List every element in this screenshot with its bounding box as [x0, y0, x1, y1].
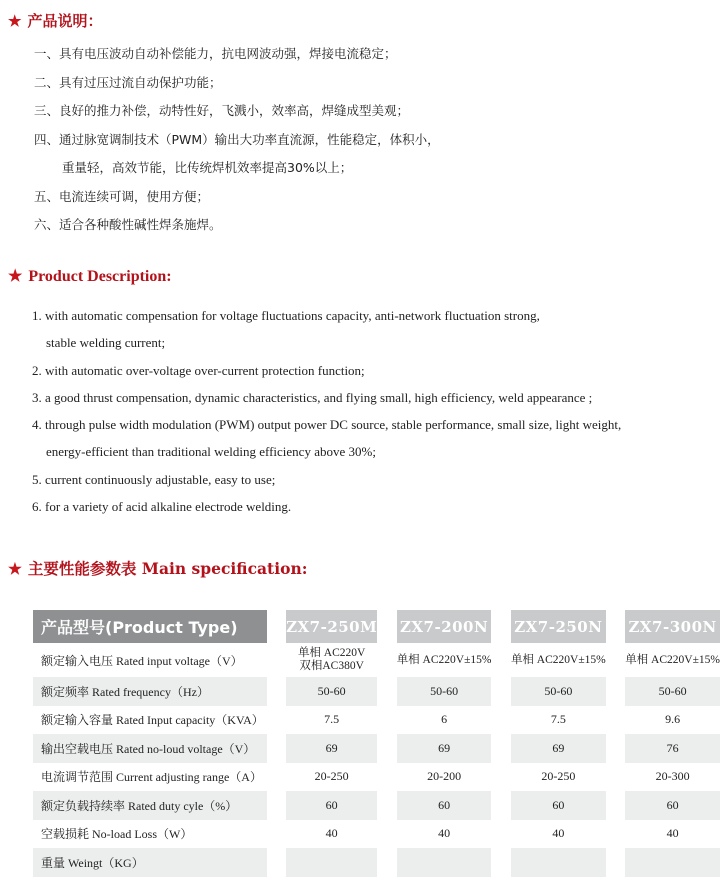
spec-cell: 40	[666, 826, 679, 841]
spec-cell: 单相 AC220V 双相AC380V	[297, 647, 366, 672]
table-row	[33, 734, 720, 763]
row-label: 电流调节范围 Current adjusting range（A）	[41, 770, 262, 785]
spec-cell: 76	[625, 734, 720, 763]
spec-cell: 60	[511, 791, 606, 820]
spec-table	[33, 610, 720, 877]
en-feature-line: 3. a good thrust compensation, dynamic characteristics, and flying small, high efficiency, weld appearance ;	[32, 389, 593, 405]
star-icon: ★	[8, 268, 23, 285]
row-label: 空载损耗 No-load Loss（W）	[41, 827, 193, 842]
spec-cell: 20-250	[314, 769, 349, 784]
spec-cell	[625, 848, 720, 877]
en-feature-line: 1. with automatic compensation for voltage fluctuations capacity, anti-network fluctuation strong,	[32, 308, 540, 323]
spec-cell: 40	[325, 826, 338, 841]
column-gap	[377, 610, 396, 643]
table-row-input-voltage	[33, 643, 720, 677]
row-label: 额定频率 Rated frequency（Hz）	[33, 677, 267, 706]
spec-cell: 单相 AC220V±15%	[625, 653, 720, 666]
cn-feature-line: 三、良好的推力补偿，动特性好，飞溅小，效率高，焊缝成型美观；	[34, 103, 410, 118]
product-type-header: 产品型号(Product Type)	[33, 610, 267, 643]
table-row	[33, 706, 720, 735]
column-gap	[491, 610, 510, 643]
en-feature-line: 4. through pulse width modulation (PWM) output power DC source, stable performance, small size, light weight,	[32, 417, 622, 433]
en-feature-list	[32, 302, 716, 520]
cn-feature-line: 重量轻，高效节能，比传统焊机效率提高30%以上；	[62, 160, 353, 175]
model-header: ZX7-200N	[397, 610, 492, 643]
spec-cell: 20-200	[427, 769, 462, 784]
en-section-title	[8, 266, 172, 286]
spec-cell: 20-300	[655, 769, 690, 784]
row-label: 输出空载电压 Rated no-loud voltage（V）	[33, 734, 267, 763]
en-section-title-text: Product Description:	[28, 268, 172, 285]
spec-cell	[511, 848, 606, 877]
spec-cell: 60	[397, 791, 492, 820]
table-row	[33, 763, 720, 792]
spec-cell: 40	[552, 826, 565, 841]
spec-cell: 7.5	[324, 712, 340, 727]
spec-cell: 50-60	[511, 677, 606, 706]
spec-cell: 7.5	[550, 712, 566, 727]
table-row	[33, 848, 720, 877]
spec-cell: 40	[438, 826, 451, 841]
en-feature-line: stable welding current;	[46, 335, 166, 351]
model-header: ZX7-300N	[625, 610, 720, 643]
en-feature-line: 5. current continuously adjustable, easy to use;	[32, 471, 276, 487]
spec-cell: 50-60	[397, 677, 492, 706]
row-label: 额定负载持续率 Rated duty cyle（%）	[33, 791, 267, 820]
table-row	[33, 820, 720, 849]
spec-cell: 20-250	[541, 769, 576, 784]
row-label: 重量 Weingt（KG）	[33, 848, 267, 877]
cn-feature-line: 一、具有电压波动自动补偿能力，抗电网波动强，焊接电流稳定；	[34, 46, 397, 61]
row-label: 额定输入电压 Rated input voltage（V）	[41, 653, 243, 668]
spec-section-title	[8, 557, 307, 579]
table-row	[33, 791, 720, 820]
row-label: 额定输入容量 Rated Input capacity（KVA）	[41, 713, 264, 728]
spec-cell: 60	[625, 791, 720, 820]
spec-cell	[286, 848, 377, 877]
spec-cell: 69	[397, 734, 492, 763]
en-feature-line: 2. with automatic over-voltage over-current protection function;	[32, 362, 365, 378]
spec-cell: 69	[286, 734, 377, 763]
spec-cell: 50-60	[286, 677, 377, 706]
column-gap	[606, 610, 625, 643]
spec-cell: 69	[511, 734, 606, 763]
column-gap	[267, 610, 286, 643]
cn-feature-line: 二、具有过压过流自动保护功能；	[34, 74, 222, 90]
model-header: ZX7-250N	[511, 610, 606, 643]
model-header: ZX7-250M	[286, 610, 377, 643]
star-icon: ★	[8, 12, 22, 30]
spec-cell: 9.6	[665, 712, 681, 727]
spec-table-header	[33, 610, 720, 643]
table-row	[33, 677, 720, 706]
spec-cell: 50-60	[625, 677, 720, 706]
cn-feature-line: 六、适合各种酸性碱性焊条施焊。	[34, 217, 222, 232]
star-icon: ★	[8, 559, 22, 578]
cn-feature-line: 五、电流连续可调，使用方便；	[34, 188, 210, 204]
en-feature-line: 6. for a variety of acid alkaline electrode welding.	[32, 499, 292, 515]
cn-section-title	[8, 10, 102, 31]
spec-cell	[397, 848, 492, 877]
spec-cell: 6	[441, 712, 448, 727]
cn-section-title-text: 产品说明：	[27, 12, 103, 30]
cn-feature-list	[34, 40, 714, 240]
spec-section-title-text: 主要性能参数表 Main specification:	[27, 559, 308, 578]
spec-cell: 单相 AC220V±15%	[396, 653, 492, 666]
en-feature-line: energy-efficient than traditional welding efficiency above 30%;	[46, 444, 376, 460]
spec-cell: 单相 AC220V±15%	[510, 653, 606, 666]
spec-cell: 60	[286, 791, 377, 820]
cn-feature-line: 四、通过脉宽调制技术（PWM）输出大功率直流源，性能稳定，体积小，	[34, 131, 440, 147]
